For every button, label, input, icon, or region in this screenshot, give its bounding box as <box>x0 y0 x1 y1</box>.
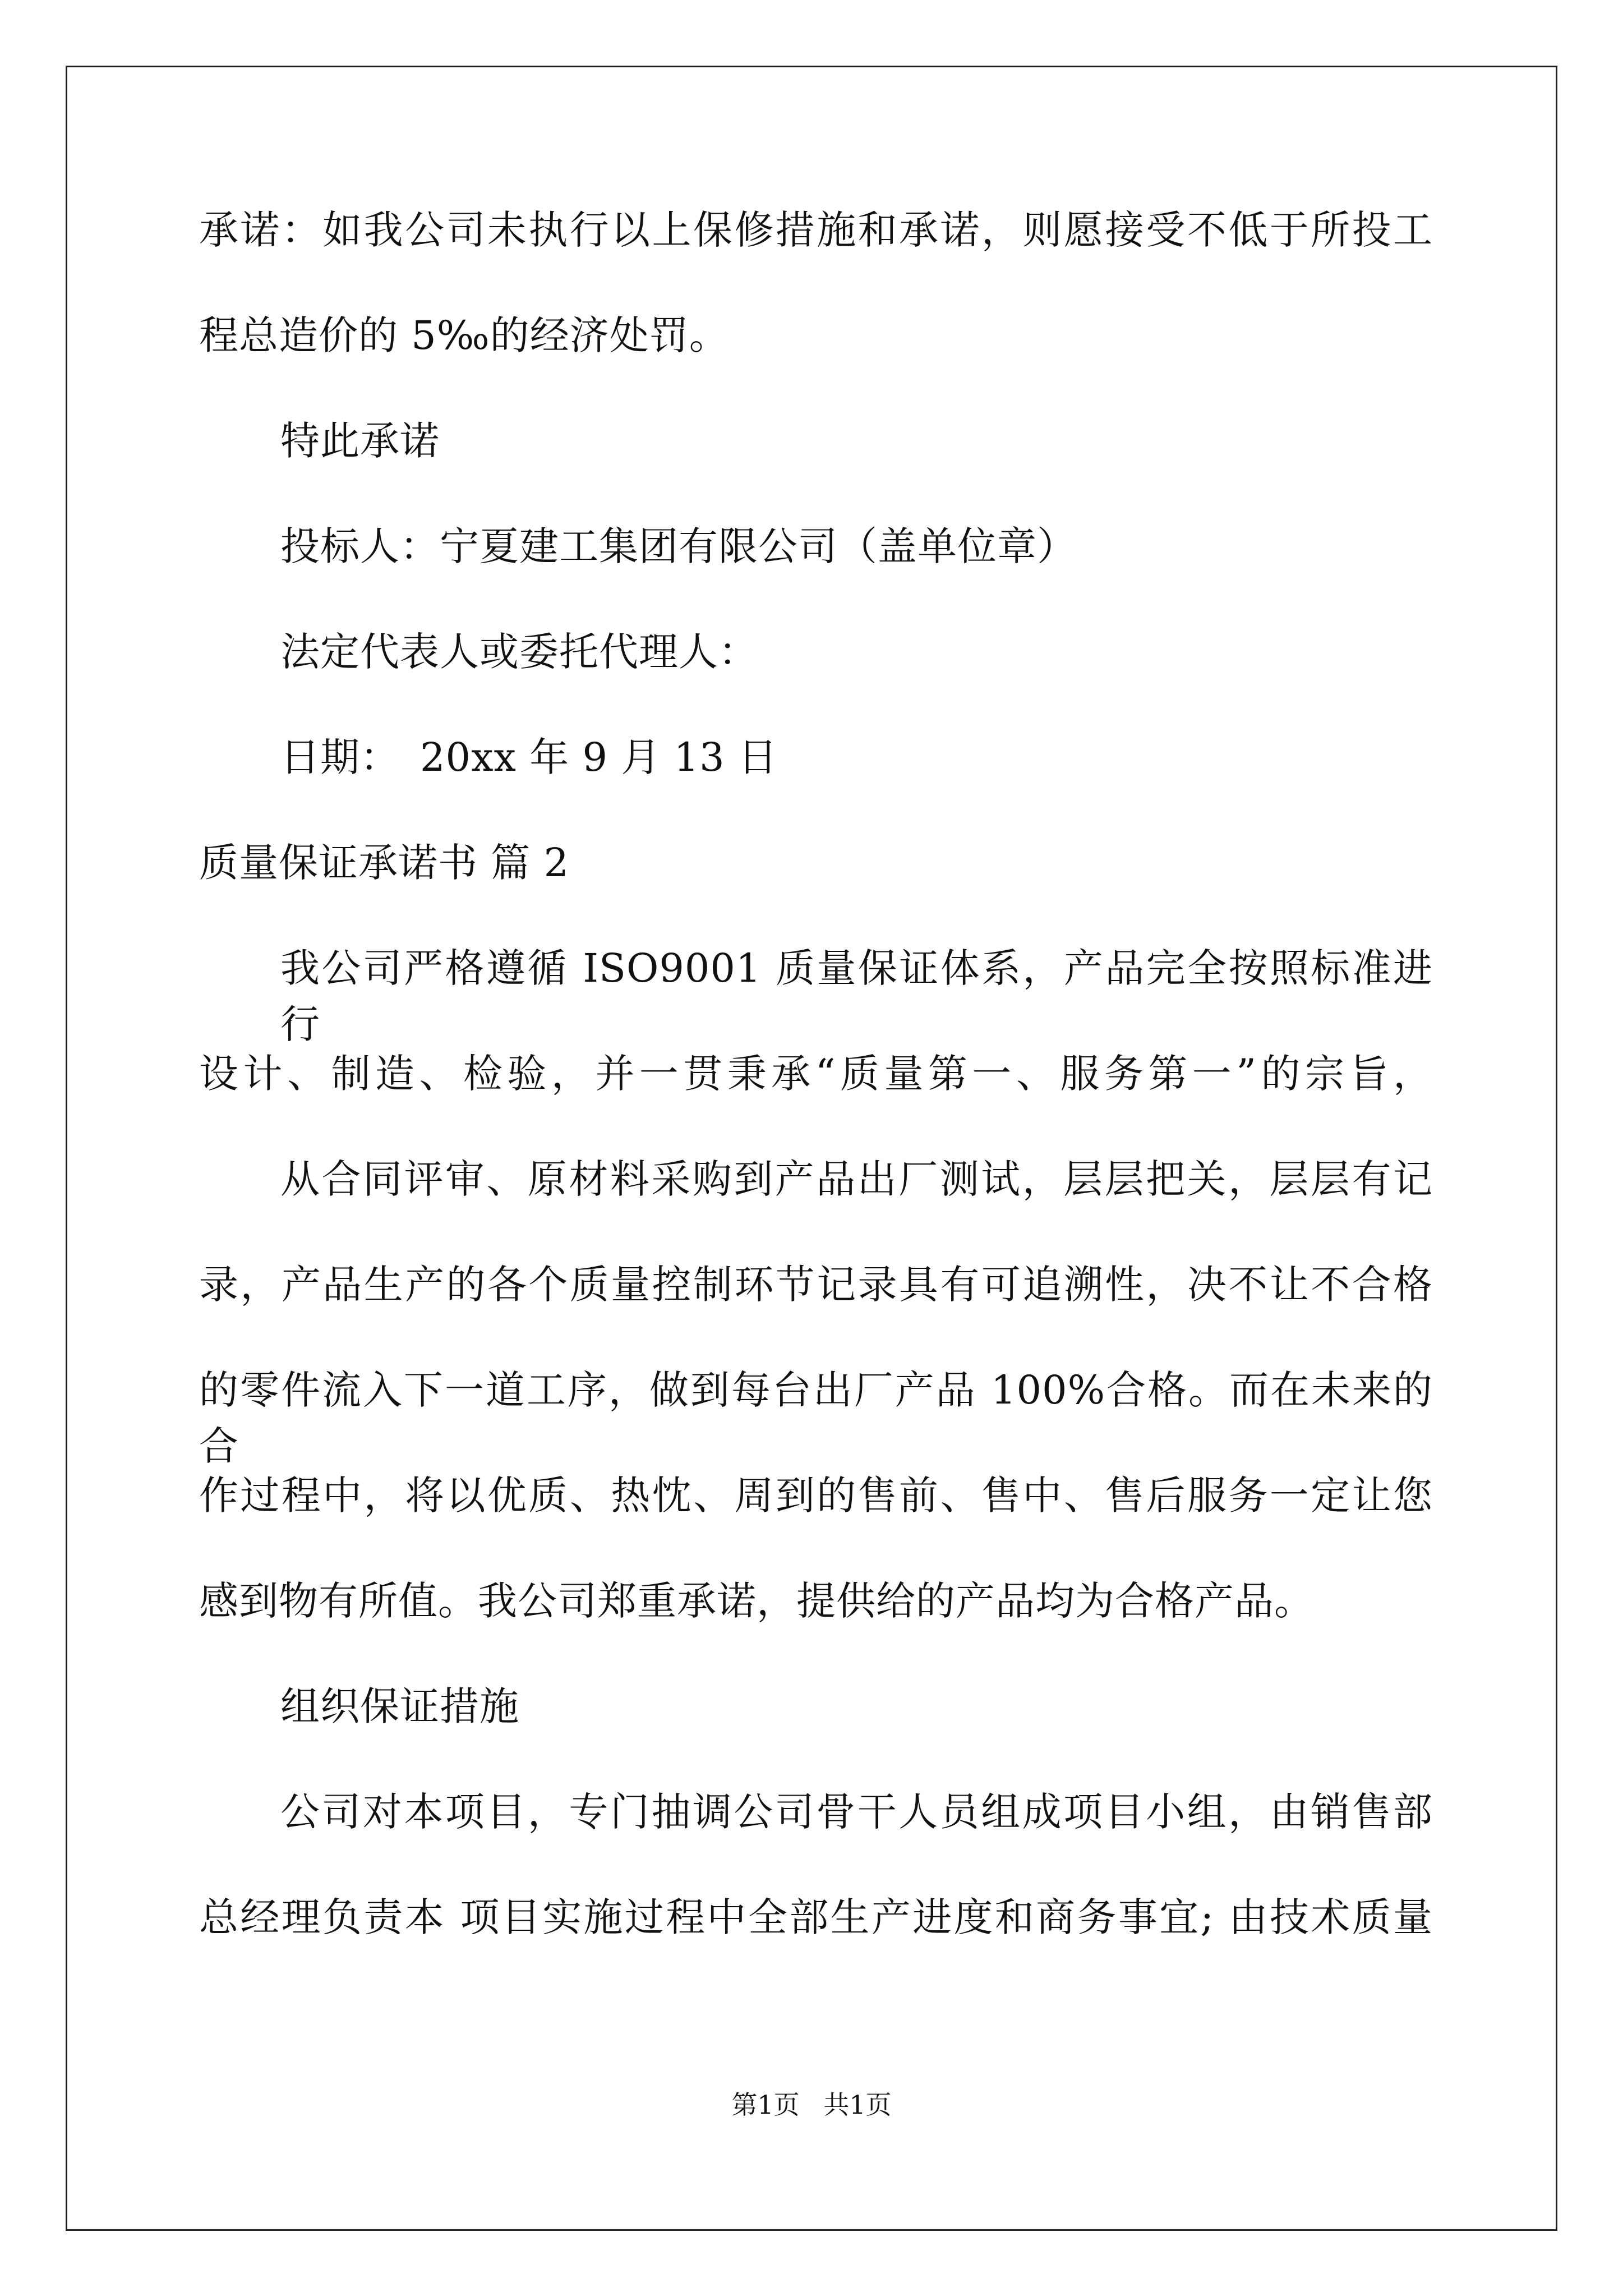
paragraph-line: 设计、制造、检验，并一贯秉承“质量第一、服务第一”的宗旨， <box>199 1051 1433 1097</box>
paragraph-line: 法定代表人或委托代理人： <box>280 629 758 675</box>
paragraph-line: 的零件流入下一道工序，做到每台出厂产品 100%合格。而在未来的合 <box>199 1367 1433 1469</box>
page-count: 共1页 <box>823 2090 892 2120</box>
subsection-heading: 组织保证措施 <box>280 1683 519 1729</box>
paragraph-line: 录，产品生产的各个质量控制环节记录具有可追溯性，决不让不合格 <box>199 1262 1433 1308</box>
paragraph-line: 特此承诺 <box>280 418 440 464</box>
paragraph-line: 公司对本项目，专门抽调公司骨干人员组成项目小组，由销售部 <box>280 1789 1433 1835</box>
page-number: 第1页 <box>731 2090 800 2120</box>
paragraph-line: 承诺：如我公司未执行以上保修措施和承诺，则愿接受不低于所投工 <box>199 207 1433 253</box>
paragraph-line: 感到物有所值。我公司郑重承诺，提供给的产品均为合格产品。 <box>199 1578 1314 1624</box>
paragraph-line: 我公司严格遵循 ISO9001 质量保证体系，产品完全按照标准进行 <box>280 945 1433 1047</box>
paragraph-line: 从合同评审、原材料采购到产品出厂测试，层层把关，层层有记 <box>280 1156 1433 1202</box>
paragraph-line: 程总造价的 5‰的经济处罚。 <box>199 312 729 358</box>
paragraph-line: 投标人：宁夏建工集团有限公司（盖单位章） <box>280 523 1077 569</box>
page-footer <box>0 2088 1623 2122</box>
paragraph-line: 作过程中，将以优质、热忱、周到的售前、售中、售后服务一定让您 <box>199 1473 1433 1519</box>
paragraph-line: 总经理负责本 项目实施过程中全部生产进度和商务事宜; 由技术质量 <box>199 1894 1433 1940</box>
date-line: 日期： 20xx 年 9 月 13 日 <box>280 734 778 780</box>
section-heading: 质量保证承诺书 篇 2 <box>199 840 570 886</box>
